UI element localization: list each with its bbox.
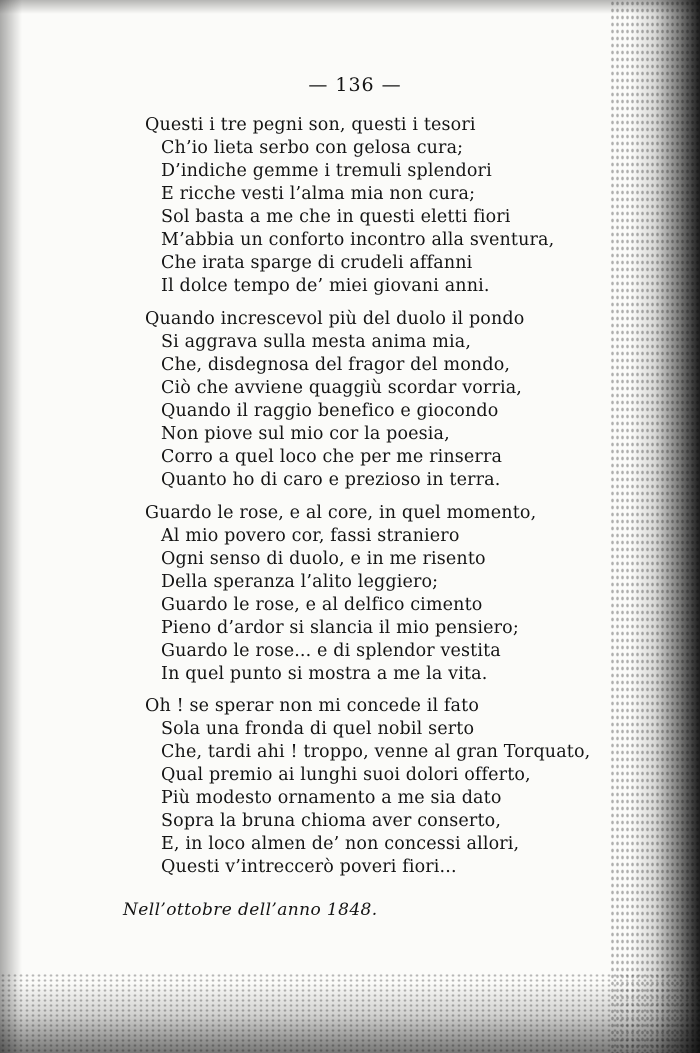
stanza-3-line-6: Pieno d’ardor si slancia il mio pensiero;: [161, 618, 519, 638]
stanza-1-line-2: Ch’io lieta serbo con gelosa cura;: [161, 138, 464, 158]
stanza-1-line-7: Che irata sparge di crudeli affanni: [161, 253, 473, 273]
stanza-1-line-8: Il dolce tempo de’ miei giovani anni.: [161, 276, 490, 296]
stanza-1-line-1: Questi i tre pegni son, questi i tesori: [145, 115, 476, 135]
stanza-2-line-1: Quando increscevol più del duolo il pondo: [145, 309, 525, 329]
stanza-2-line-8: Quanto ho di caro e prezioso in terra.: [161, 470, 501, 490]
scan-noise-bottom: [0, 973, 700, 1053]
stanza-3-line-7: Guardo le rose... e di splendor vestita: [161, 641, 501, 661]
stanza-4-line-1: Oh ! se sperar non mi concede il fato: [145, 696, 480, 716]
stanza-2-line-5: Quando il raggio benefico e giocondo: [161, 401, 499, 421]
stanza-3-line-1: Guardo le rose, e al core, in quel momento,: [145, 503, 537, 523]
stanza-4-line-6: Sopra la bruna chioma aver conserto,: [161, 811, 502, 831]
stanza-3-line-2: Al mio povero cor, fassi straniero: [161, 526, 460, 546]
stanza-4-line-3: Che, tardi ahi ! troppo, venne al gran Torquato,: [161, 742, 591, 762]
stanza-1-line-4: E ricche vesti l’alma mia non cura;: [161, 184, 476, 204]
stanza-3-line-4: Della speranza l’alito leggiero;: [161, 572, 439, 592]
stanza-3-line-3: Ogni senso di duolo, e in me risento: [161, 549, 486, 569]
stanza-2-line-2: Si aggrava sulla mesta anima mia,: [161, 332, 472, 352]
stanza-3-line-8: In quel punto si mostra a me la vita.: [161, 664, 488, 684]
stanza-4-line-2: Sola una fronda di quel nobil serto: [161, 719, 475, 739]
stanza-2-line-3: Che, disdegnosa del fragor del mondo,: [161, 355, 511, 375]
stanza-4-line-8: Questi v’intreccerò poveri fiori...: [161, 857, 457, 877]
stanza-1-line-3: D’indiche gemme i tremuli splendori: [161, 161, 492, 181]
page-number: — 136 —: [308, 74, 402, 96]
date-signature: Nell’ottobre dell’anno 1848.: [123, 900, 378, 920]
stanza-4-line-7: E, in loco almen de’ non concessi allori,: [161, 834, 520, 854]
scan-shadow-top: [0, 0, 700, 14]
stanza-4-line-5: Più modesto ornamento a me sia dato: [161, 788, 502, 808]
scan-noise-right: [610, 0, 700, 1053]
stanza-4-line-4: Qual premio ai lunghi suoi dolori offerto,: [161, 765, 531, 785]
stanza-2-line-7: Corro a quel loco che per me rinserra: [161, 447, 503, 467]
stanza-2-line-4: Ciò che avviene quaggiù scordar vorria,: [161, 378, 523, 398]
stanza-1-line-6: M’abbia un conforto incontro alla sventura,: [161, 230, 555, 250]
stanza-3-line-5: Guardo le rose, e al delfico cimento: [161, 595, 483, 615]
stanza-1-line-5: Sol basta a me che in questi eletti fiori: [161, 207, 511, 227]
scan-shadow-left: [0, 0, 22, 1053]
stanza-2-line-6: Non piove sul mio cor la poesia,: [161, 424, 450, 444]
